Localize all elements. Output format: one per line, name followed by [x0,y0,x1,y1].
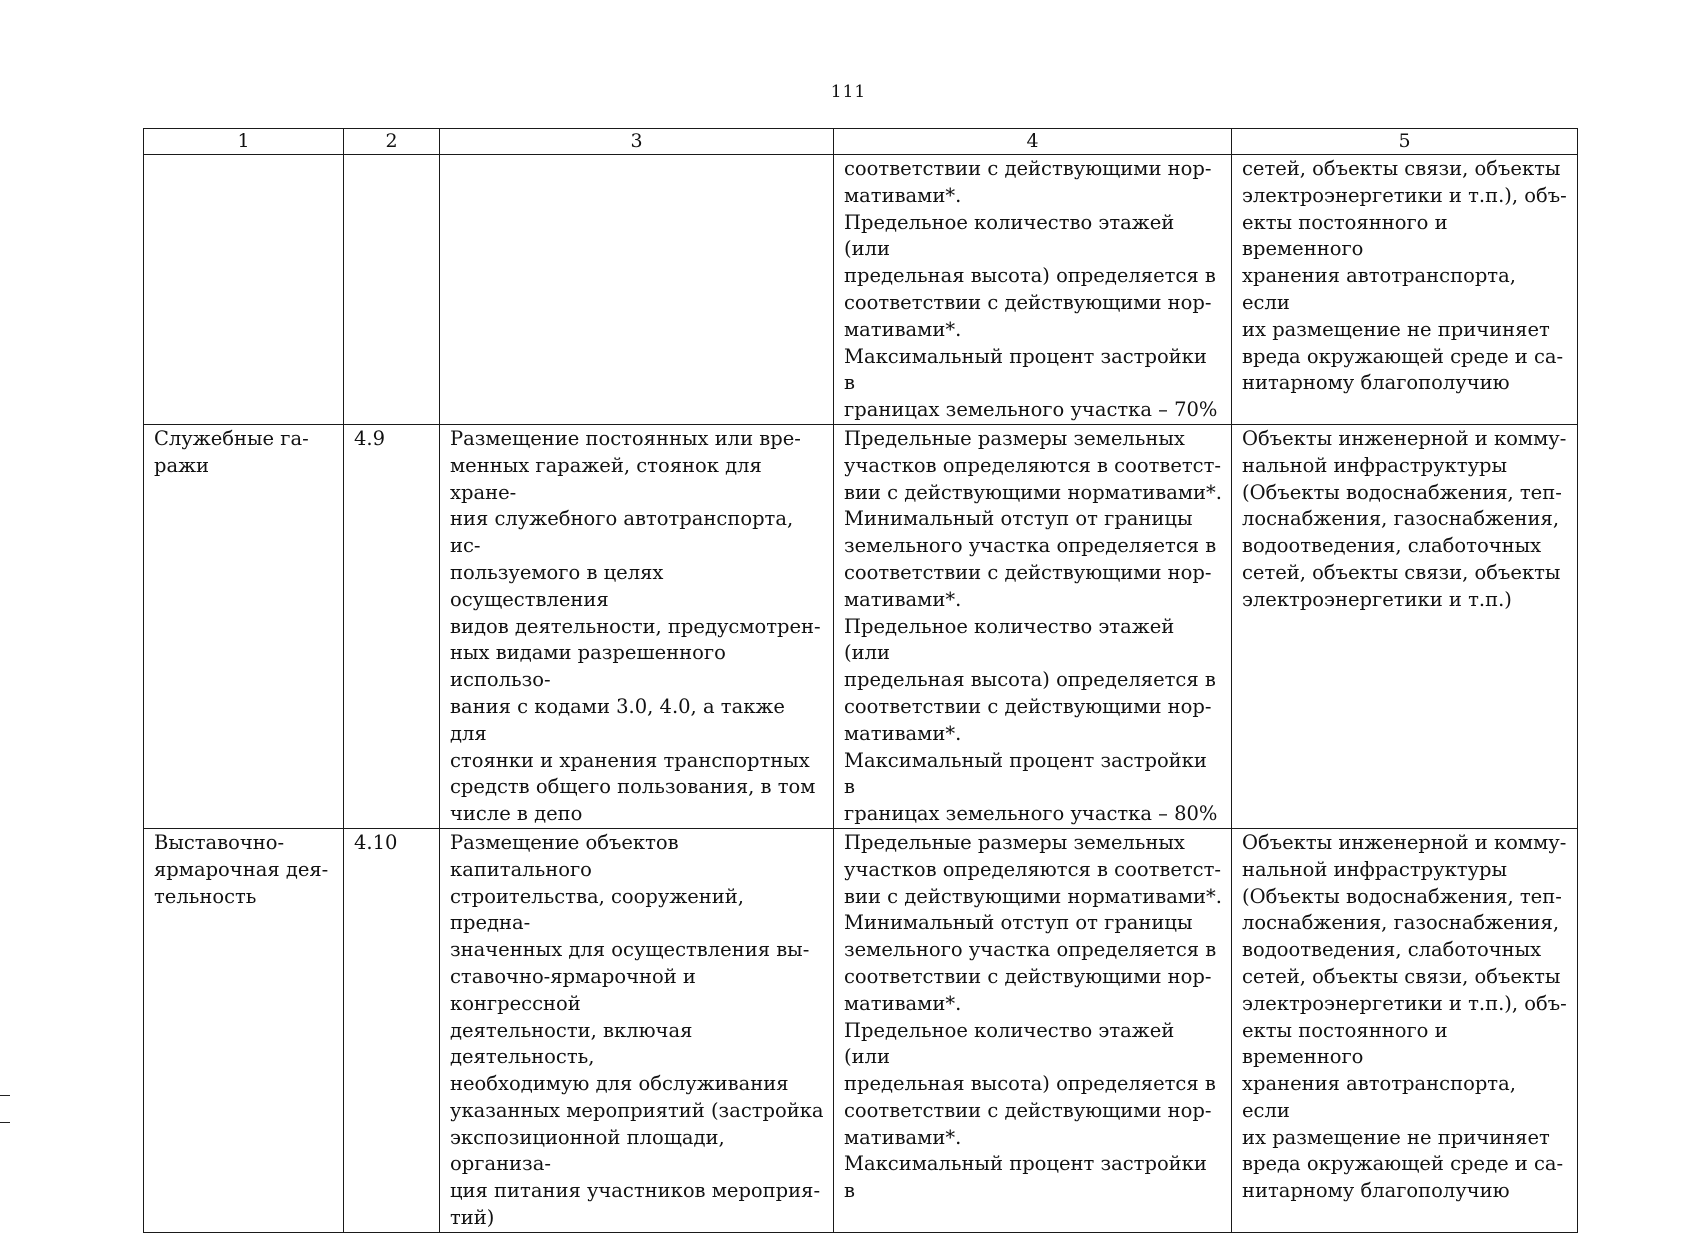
building-parameters-cell: соответствии с действующими нор- мативами*. Предельное количество этажей (или предельная высота) определяется в соответствии с действующими нор- мативами*. Максимальный процент застройки в границах земельного участка – 70% [834,155,1232,425]
column-header-2: 2 [344,129,440,155]
use-code-cell: 4.10 [344,828,440,1232]
table-header-row [144,129,1578,155]
auxiliary-objects-cell: сетей, объекты связи, объекты электроэнергетики и т.п.), объ- екты постоянного и временного хранения автотранспорта, если их размещение не причиняет вреда окружающей среде и са- нитарному благополучию [1232,155,1578,425]
use-code-cell: 4.9 [344,424,440,828]
table-row [144,155,1578,425]
column-header-1: 1 [144,129,344,155]
use-name-cell [144,155,344,425]
use-name-cell: Служебные га- ражи [144,424,344,828]
column-header-4: 4 [834,129,1232,155]
auxiliary-objects-cell: Объекты инженерной и комму- нальной инфраструктуры (Объекты водоснабжения, теп- лоснабжения, газоснабжения, водоотведения, слаботочных сетей, объекты связи, объекты электроэнергетики и т.п.), объ- екты постоянного и временного хранения автотранспорта, если их размещение не причиняет вреда окружающей среде и са- нитарному благополучию [1232,828,1578,1232]
table-row [144,424,1578,828]
building-parameters-cell: Предельные размеры земельных участков определяются в соответст- вии с действующими нормативами*. Минимальный отступ от границы земельного участка определяется в соответствии с действующими нор- мативами*. Предельное количество этажей (или предельная высота) определяется в соответствии с действующими нор- мативами*. Максимальный процент застройки в границах земельного участка – 80% [834,424,1232,828]
margin-mark-bottom [0,1122,10,1123]
margin-mark-top [0,1095,10,1096]
table-row [144,828,1578,1232]
use-name-cell: Выставочно- ярмарочная дея- тельность [144,828,344,1232]
use-description-cell: Размещение постоянных или вре- менных гаражей, стоянок для хране- ния служебного автотранспорта, ис- пользуемого в целях осуществления видов деятельности, предусмотрен- ных видами разрешенного использо- вания с кодами 3.0, 4.0, а также для стоянки и хранения транспортных средств общего пользования, в том числе в депо [440,424,834,828]
column-header-5: 5 [1232,129,1578,155]
use-description-cell: Размещение объектов капитального строительства, сооружений, предна- значенных для осуществления вы- ставочно-ярмарочной и конгрессной деятельности, включая деятельность, необходимую для обслуживания указанных мероприятий (застройка экспозиционной площади, организа- ция питания участников мероприя- тий) [440,828,834,1232]
use-code-cell [344,155,440,425]
page-number: 111 [830,82,867,102]
auxiliary-objects-cell: Объекты инженерной и комму- нальной инфраструктуры (Объекты водоснабжения, теп- лоснабжения, газоснабжения, водоотведения, слаботочных сетей, объекты связи, объекты электроэнергетики и т.п.) [1232,424,1578,828]
building-parameters-cell: Предельные размеры земельных участков определяются в соответст- вии с действующими нормативами*. Минимальный отступ от границы земельного участка определяется в соответствии с действующими нор- мативами*. Предельное количество этажей (или предельная высота) определяется в соответствии с действующими нор- мативами*. Максимальный процент застройки в [834,828,1232,1232]
zoning-table [143,128,1578,1233]
use-description-cell [440,155,834,425]
column-header-3: 3 [440,129,834,155]
